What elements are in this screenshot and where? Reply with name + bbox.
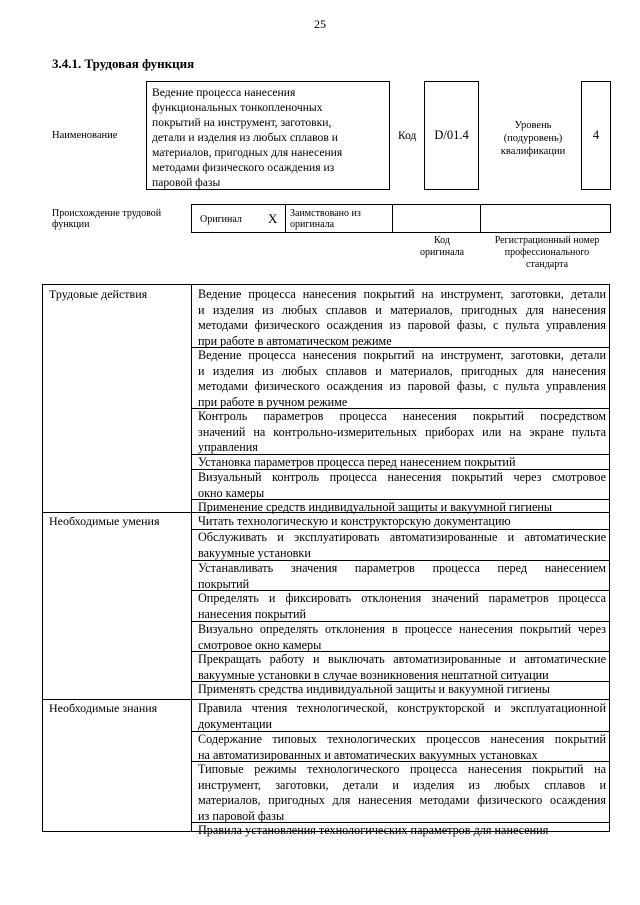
reg-number-caption: [486, 235, 608, 271]
requirement-line: вакуумные установки в случае возникновения нештатной ситуации: [198, 667, 549, 682]
requirement-line: на автоматизированных и автоматических вакуумных установках: [198, 747, 538, 762]
requirement-line: Прекращать работу и выключать автоматизированные и автоматические: [198, 652, 606, 666]
requirement-line: методами физического осаждения из паровой фазы, с пульта управления: [198, 379, 606, 393]
requirement-line: окно камеры: [198, 485, 265, 500]
requirement-line: документации: [198, 716, 273, 731]
level-label-line: Уровень: [514, 120, 552, 131]
borrowed-label-line: Заимствовано из: [290, 208, 361, 219]
requirement-item: [198, 409, 606, 456]
requirement-line: при работе в ручном режиме: [198, 394, 348, 409]
requirement-line: при работе в автоматическом режиме: [198, 333, 392, 348]
requirement-item: [198, 530, 606, 561]
requirement-line: Визуальный контроль процесса нанесения покрытий через смотровое: [198, 470, 606, 484]
requirement-line: Контроль параметров процесса нанесения покрытий посредством: [198, 409, 606, 423]
level-label-line: квалификации: [500, 146, 566, 157]
requirement-line: Содержание типовых технологических процессов нанесения покрытий: [198, 732, 606, 746]
code-value: D/01.4: [434, 128, 469, 142]
original-label: Оригинал: [200, 214, 242, 225]
requirement-item: [198, 470, 606, 501]
level-label: [491, 119, 575, 158]
requirement-line: Правила установления технологических параметров для нанесения: [198, 823, 549, 837]
function-name-line: детали и изделия из любых сплавов и: [152, 131, 338, 144]
requirement-line: Ведение процесса нанесения покрытий на инструмент, заготовки, детали: [198, 287, 606, 301]
requirement-line: Ведение процесса нанесения покрытий на инструмент, заготовки, детали: [198, 348, 606, 362]
function-name-line: Ведение процесса нанесения: [152, 86, 296, 99]
origin-label-line: функции: [52, 219, 90, 230]
requirement-line: нанесения покрытий: [198, 606, 307, 621]
requirement-line: и изделия из любых сплавов и материалов, пригодных для нанесения: [198, 363, 606, 378]
requirement-line: инструмент, заготовки, детали и изделия из любых сплавов и: [198, 777, 606, 792]
origin-table: [191, 204, 611, 233]
caption-line: профессионального: [504, 247, 590, 258]
requirement-line: Правила чтения технологической, конструкторской и эксплуатационной: [198, 701, 606, 715]
requirement-line: Читать технологическую и конструкторскую документацию: [198, 514, 511, 528]
borrowed-cell: [286, 205, 393, 232]
requirement-item: [198, 622, 606, 653]
requirement-item: [198, 823, 606, 839]
requirement-line: покрытий: [198, 576, 250, 591]
code-value-box: [424, 81, 479, 190]
requirement-item: [198, 514, 606, 530]
requirement-line: Определять и фиксировать отклонения значений параметров процесса: [198, 591, 606, 605]
reg-number-cell: [481, 205, 612, 232]
requirement-line: Устанавливать значения параметров процесса перед нанесением: [198, 561, 606, 575]
function-name-box: [146, 81, 390, 190]
requirement-item: [198, 762, 606, 824]
requirement-line: Визуально определять отклонения в процессе нанесения покрытий через: [198, 622, 606, 636]
requirement-line: Применение средств индивидуальной защиты и вакуумной гигиены: [198, 500, 553, 514]
requirement-line: Установка параметров процесса перед нанесением покрытий: [198, 455, 516, 469]
function-name-line: функциональных тонкопленочных: [152, 101, 323, 114]
function-name-line: материалов, пригодных для нанесения: [152, 146, 343, 159]
level-value: 4: [592, 128, 600, 142]
borrowed-label-line: оригинала: [290, 219, 335, 230]
function-name-line: методами физического осаждения из: [152, 161, 335, 174]
requirement-line: Применять средства индивидуальной защиты и вакуумной гигиены: [198, 682, 550, 696]
requirement-item: [198, 701, 606, 732]
code-original-caption: [405, 235, 479, 259]
caption-line: оригинала: [419, 247, 465, 258]
requirement-line: методами физического осаждения из паровой фазы, с пульта управления: [198, 318, 606, 332]
requirement-line: Обслуживать и эксплуатировать автоматизированные и автоматические: [198, 530, 606, 544]
section-label: Необходимые знания: [49, 701, 158, 715]
level-label-line: (подуровень): [503, 133, 563, 144]
requirement-item: [198, 591, 606, 622]
section-divider: [43, 699, 609, 700]
section-divider: [43, 512, 609, 513]
code-label: Код: [398, 130, 417, 142]
column-divider: [191, 285, 192, 831]
requirement-line: и изделия из любых сплавов и материалов, пригодных для нанесения: [198, 302, 606, 317]
requirement-item: [198, 682, 606, 698]
function-name-line: паровой фазы: [152, 176, 221, 189]
requirement-line: управления: [198, 440, 258, 454]
section-label: Трудовые действия: [49, 287, 148, 301]
name-label: Наименование: [52, 130, 118, 141]
requirement-line: значений на контрольно-измерительных приборах или на экране пульта: [198, 424, 606, 439]
code-original-cell: [393, 205, 481, 232]
function-name-line: покрытий на инструмент, заготовки,: [152, 116, 332, 129]
section-label: Необходимые умения: [49, 514, 160, 528]
requirement-item: [198, 348, 606, 410]
requirement-item: [198, 732, 606, 763]
level-value-box: [581, 81, 611, 190]
caption-line: стандарта: [525, 259, 569, 270]
caption-line: Регистрационный номер: [494, 235, 600, 246]
requirement-line: Типовые режимы технологического процесса нанесения покрытий на: [198, 762, 606, 776]
requirements-table: [42, 284, 610, 837]
original-mark: X: [268, 211, 278, 226]
page-number: 25: [314, 17, 326, 31]
requirement-line: из паровой фазы: [198, 808, 285, 823]
requirement-item: [198, 561, 606, 592]
requirement-item: [198, 287, 606, 349]
requirement-line: материалов, пригодных для нанесения методами физического осаждения: [198, 793, 606, 807]
requirement-item: [198, 652, 606, 683]
requirement-line: вакуумные установки: [198, 545, 311, 560]
requirement-line: смотровое окно камеры: [198, 637, 322, 652]
caption-line: Код: [434, 235, 450, 246]
origin-label-line: Происхождение трудовой: [52, 208, 162, 219]
original-cell: [192, 205, 286, 232]
section-heading: 3.4.1. Трудовая функция: [52, 56, 195, 71]
origin-label: [52, 208, 161, 230]
